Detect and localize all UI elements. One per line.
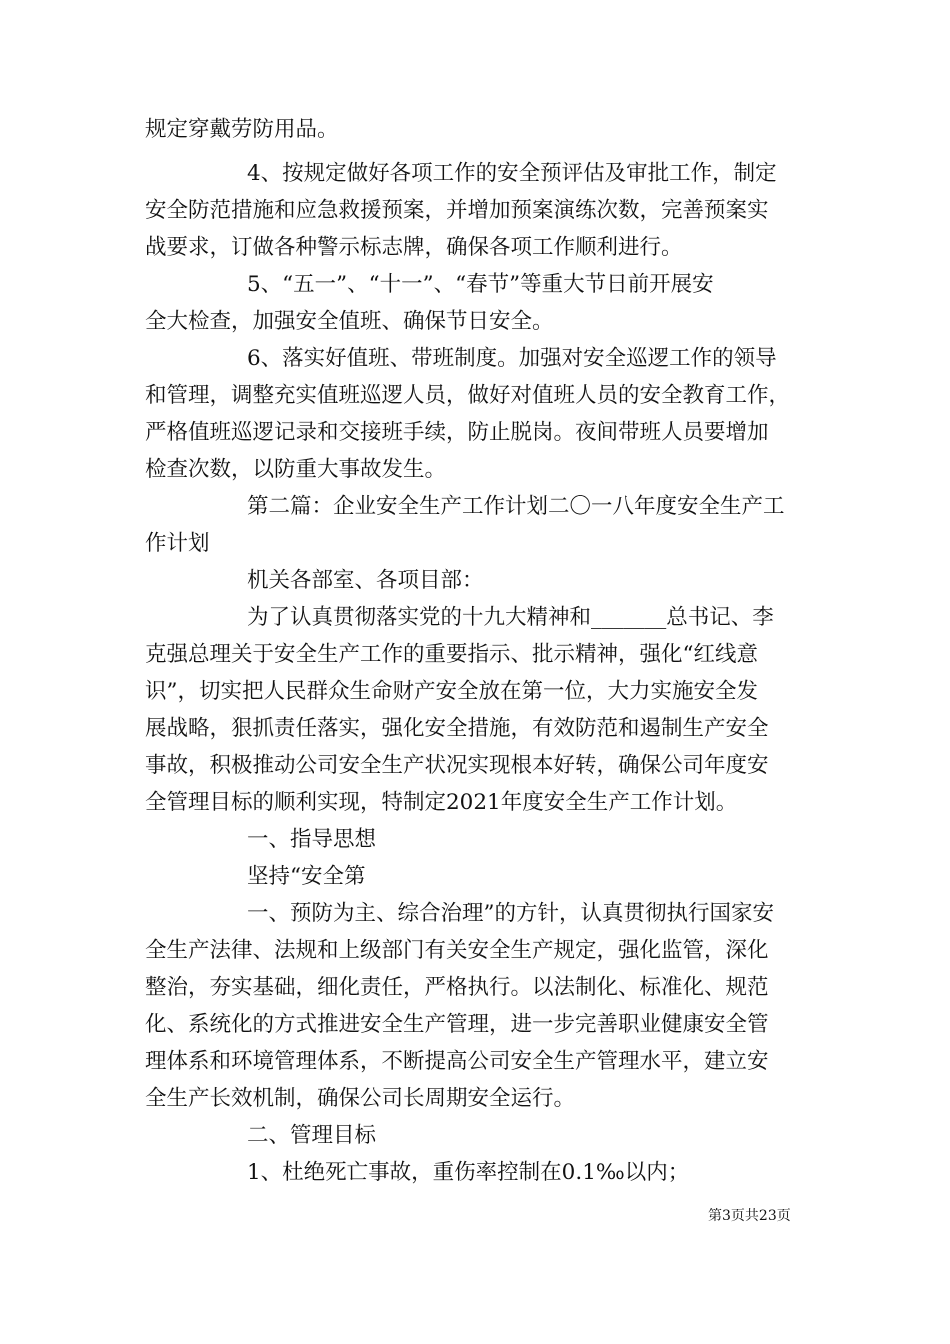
text-line: 化、系统化的方式推进安全生产管理，进一步完善职业健康安全管 [145,1012,769,1037]
text-line: 理体系和环境管理体系，不断提高公司安全生产管理水平，建立安 [145,1049,769,1074]
subheading: 二、管理目标 [247,1123,377,1148]
text-line: 安全防范措施和应急救援预案，并增加预案演练次数，完善预案实 [145,198,769,223]
text-line: 规定穿戴劳防用品。 [145,117,339,142]
text-line: 展战略，狠抓责任落实，强化安全措施，有效防范和遏制生产安全 [145,716,769,741]
text-line: 全生产长效机制，确保公司长周期安全运行。 [145,1086,576,1111]
text-line: 检查次数，以防重大事故发生。 [145,457,447,482]
text-line: 整治，夯实基础，细化责任，严格执行。以法制化、标准化、规范 [145,975,769,1000]
text-line: 为了认真贯彻落实党的十九大精神和_______总书记、李 [247,605,774,630]
text-line: 严格值班巡逻记录和交接班手续，防止脱岗。夜间带班人员要增加 [145,420,769,445]
text-line: 识”，切实把人民群众生命财产安全放在第一位，大力实施安全发 [145,679,758,704]
text-line: 一、预防为主、综合治理”的方针，认真贯彻执行国家安 [247,901,774,926]
text-line: 1、杜绝死亡事故，重伤率控制在0.1‰以内； [247,1160,690,1185]
text-line: 和管理，调整充实值班巡逻人员，做好对值班人员的安全教育工作， [145,383,791,408]
text-line: 战要求，订做各种警示标志牌，确保各项工作顺利进行。 [145,235,683,260]
text-line: 事故，积极推动公司安全生产状况实现根本好转，确保公司年度安 [145,753,769,778]
text-line: 5、“五一”、“十一”、“春节”等重大节日前开展安 [247,272,714,297]
salutation: 机关各部室、各项目部： [247,568,484,593]
section-heading: 第二篇：企业安全生产工作计划二〇一八年度安全生产工 [247,494,785,519]
text-line: 全生产法律、法规和上级部门有关安全生产规定，强化监管，深化 [145,938,769,963]
text-line: 4、按规定做好各项工作的安全预评估及审批工作，制定 [247,161,777,186]
text-line: 全大检查，加强安全值班、确保节日安全。 [145,309,554,334]
subheading: 一、指导思想 [247,827,377,852]
text-line: 全管理目标的顺利实现，特制定2021年度安全生产工作计划。 [145,790,738,815]
page-number: 第3页共23页 [708,1208,791,1224]
text-line: 克强总理关于安全生产工作的重要指示、批示精神，强化“红线意 [145,642,758,667]
text-line: 6、落实好值班、带班制度。加强对安全巡逻工作的领导 [247,346,777,371]
section-heading-cont: 作计划 [145,531,210,556]
text-line: 坚持“安全第 [247,864,366,889]
